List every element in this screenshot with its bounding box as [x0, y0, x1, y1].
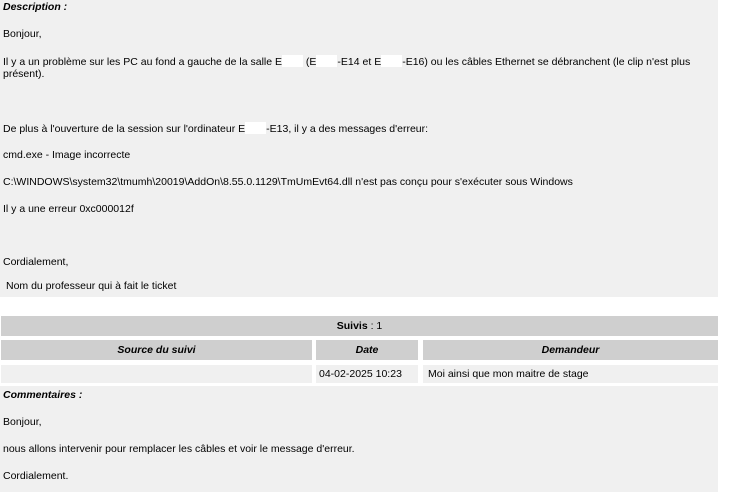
error-message-3: Il y a une erreur 0xc000012f	[3, 203, 134, 215]
suivis-title: Suivis	[336, 320, 368, 332]
commentaires-greeting: Bonjour,	[3, 416, 42, 428]
column-header-date: Date	[316, 340, 418, 360]
description-greeting: Bonjour,	[3, 28, 42, 40]
column-header-source: Source du suivi	[1, 340, 312, 360]
cell-source	[1, 365, 312, 383]
error-message-2: C:\WINDOWS\system32\tmumh\20019\AddOn\8.55.0.1129\TmUmEvt64.dll n'est pas conçu pour s'exécuter sous Windows	[3, 176, 573, 188]
redacted-block	[245, 122, 266, 134]
column-header-demandeur: Demandeur	[423, 340, 718, 360]
suivis-count: : 1	[367, 320, 383, 332]
description-closing: Cordialement,	[3, 256, 69, 268]
cell-demandeur: Moi ainsi que mon maitre de stage	[423, 365, 718, 383]
error-message-1: cmd.exe - Image incorrecte	[3, 149, 131, 161]
commentaires-body: nous allons intervenir pour remplacer les câbles et voir le message d'erreur.	[3, 443, 355, 455]
redacted-block	[381, 55, 402, 67]
description-signature: Nom du professeur qui à fait le ticket	[6, 280, 177, 292]
commentaires-panel	[0, 386, 718, 492]
redacted-block	[282, 55, 303, 67]
commentaires-closing: Cordialement.	[3, 470, 69, 482]
description-line-1: Il y a un problème sur les PC au fond a gauche de la salle E (E -E14 et E -E16) ou les câbles Ethernet se débranchent (le clip n'est plus	[3, 56, 691, 68]
description-line-2: De plus à l'ouverture de la session sur l'ordinateur E -E13, il y a des messages d'erreur:	[3, 123, 429, 135]
cell-date: 04-02-2025 10:23	[316, 365, 418, 383]
description-label: Description :	[3, 1, 68, 13]
redacted-block	[316, 55, 337, 67]
commentaires-label: Commentaires :	[3, 389, 83, 401]
suivis-header	[1, 316, 718, 336]
description-line-1-continued: présent).	[3, 68, 45, 80]
